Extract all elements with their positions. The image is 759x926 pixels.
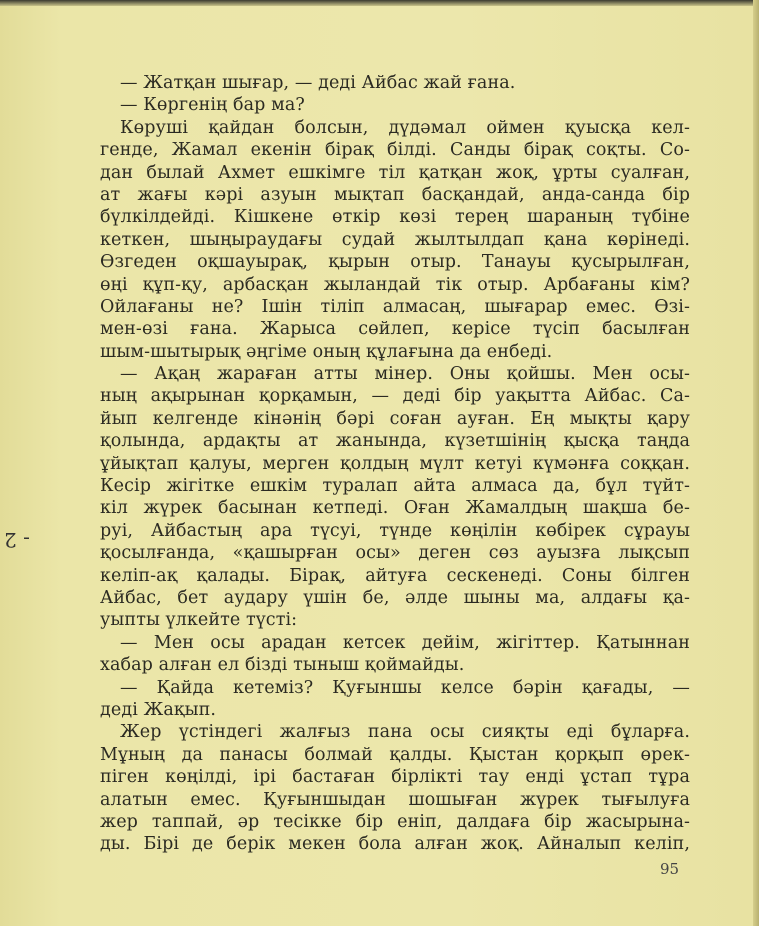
text-line: ат жағы кәрі азуын мықтап басқандай, анда-санда бір	[100, 184, 690, 205]
text-line: Айбас, бет аудару үшін бе, әлде шыны ма, алдағы қа-	[100, 587, 690, 608]
text-line: йып келгенде кінәнің бәрі соған ауған. Ең мықты қару	[100, 408, 690, 429]
text-line: генде, Жамал екенін бірақ білді. Санды бірақ соқты. Со-	[100, 140, 690, 161]
text-line: уыпты үлкейте түсті:	[100, 610, 298, 631]
text-line: келіп-ақ қалады. Бірақ, айтуға сескенеді. Соны білген	[100, 565, 690, 586]
text-line: бүлкілдейді. Кішкене өткір көзі терең шараның түбіне	[100, 207, 690, 228]
margin-mark: - 2	[4, 528, 30, 552]
text-line: ды. Бірі де берік мекен бола алған жоқ. Айналып келіп,	[100, 834, 690, 855]
text-line: кеткен, шыңыраудағы судай жылтылдап қана көрінеді.	[100, 229, 690, 250]
text-line: — Жатқан шығар, — деді Айбас жай ғана.	[120, 73, 516, 93]
text-line: шым-шытырық әңгіме оның құлағына да енбеді.	[100, 341, 553, 362]
text-line: — Мен осы арадан кетсек дейім, жігіттер. Қатыннан	[120, 632, 690, 653]
text-line: — Қайда кетеміз? Қуғыншы келсе бәрін қағады, —	[120, 677, 690, 698]
text-line: ұйықтап қалуы, мерген қолдың мүлт кетуі күмәнға соққан.	[100, 453, 690, 474]
page-number: 95	[660, 860, 680, 878]
text-line: Кесір жігітке ешкім туралап айта алмаса да, бұл түйт-	[100, 476, 690, 497]
text-line: Мұның да панасы болмай қалды. Қыстан қорқып өрек-	[100, 744, 690, 765]
text-line: мен-өзі ғана. Жарыса сөйлеп, керісе түсіп басылған	[100, 319, 690, 340]
text-line: — Ақаң жараған атты мінер. Оны қойшы. Мен осы-	[120, 364, 690, 385]
text-line: хабар алған ел бізді тыныш қоймайды.	[100, 655, 465, 676]
text-line: алатын емес. Қуғыншыдан шошыған жүрек тығылуға	[100, 789, 690, 810]
text-line: жер таппай, әр тесікке бір еніп, далдаға бір жасырына-	[100, 811, 690, 832]
text-line: Жер үстіндегі жалғыз пана осы сияқты еді бұларға.	[120, 722, 690, 743]
page-body-text	[100, 72, 690, 856]
text-line: қосылғанда, «қашырған осы» деген сөз ауызға лықсып	[100, 543, 690, 564]
text-line: — Көргенің бар ма?	[120, 95, 305, 116]
text-line: қолында, ардақты ат жанында, күзетшінің қысқа таңда	[100, 431, 690, 452]
text-line: піген көңілді, ірі бастаған бірлікті тау енді ұстап тұра	[100, 767, 690, 788]
text-line: деді Жақып.	[100, 699, 217, 720]
text-line: Көруші қайдан болсын, дүдәмал оймен қуысқа кел-	[120, 117, 690, 138]
text-line: Өзгеден оқшауырақ, қырын отыр. Танауы қусырылған,	[100, 252, 690, 273]
text-line: кіл жүрек басынан кетпеді. Оған Жамалдың шақша бе-	[100, 498, 690, 519]
page-top-edge	[0, 0, 759, 6]
text-line: дан былай Ахмет ешкімге тіл қатқан жоқ, ұрты суалған,	[100, 162, 690, 183]
text-line: руі, Айбастың ара түсуі, түнде көңілін көбірек сұрауы	[100, 520, 690, 541]
text-line: ның ақырынан қорқамын, — деді бір уақытта Айбас. Са-	[100, 386, 690, 407]
text-line: Ойлағаны не? Ішін тіліп алмасаң, шығарар емес. Өзі-	[100, 296, 690, 317]
text-line: өңі құп-қу, арбасқан жыландай тік отыр. Арбағаны кім?	[100, 274, 690, 295]
page-right-edge	[753, 0, 759, 926]
